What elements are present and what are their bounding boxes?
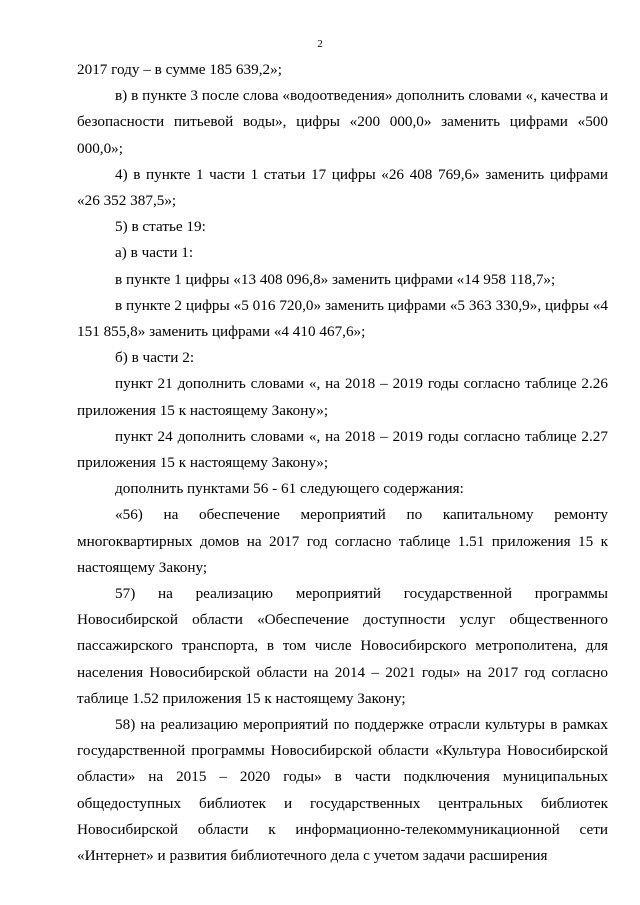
document-body [77, 57, 608, 869]
page-number: 2 [317, 38, 323, 50]
paragraph-subitem-b: б) в части 2: [115, 349, 195, 367]
paragraph-subitem-a: а) в части 1: [115, 244, 194, 262]
paragraph-continuation: 2017 году – в сумме 185 639,2»; [77, 61, 282, 78]
paragraph-point-56: «56) на обеспечение мероприятий по капитальному ремонту многоквартирных домов на 2017 год согласно таблице 1.51 приложения 15 к настоящему Закону; [77, 506, 608, 576]
paragraph-point-24: пункт 24 дополнить словами «, на 2018 – 2019 годы согласно таблице 2.27 приложения 15 к настоящему Закону»; [77, 427, 608, 472]
paragraph-point-58: 58) на реализацию мероприятий по поддержке отрасли культуры в рамках государственной программы Новосибирской области «Культура Новосибирской области» на 2015 – 2020 годы» в части подключения муниципальных общедоступных библиотек и государственных центральных библиотек Новосибирской области к информационно-телекоммуникационной сети «Интернет» и развития библиотечного дела с учетом задачи расширения [77, 716, 608, 865]
paragraph-item-v: в) в пункте 3 после слова «водоотведения» дополнить словами «, качества и безопасности питьевой воды», цифры «200 000,0» заменить цифрами «500 000,0»; [77, 87, 608, 157]
paragraph-point-2: в пункте 2 цифры «5 016 720,0» заменить цифрами «5 363 330,9», цифры «4 151 855,8» заменить цифрами «4 410 467,6»; [77, 296, 608, 341]
paragraph-add-points: дополнить пунктами 56 - 61 следующего содержания: [115, 480, 464, 498]
paragraph-point-57: 57) на реализацию мероприятий государственной программы Новосибирской области «Обеспечение доступности услуг общественного пассажирского транспорта, в том числе Новосибирского метрополитена, для населения Новосибирской области на 2014 – 2021 годы» на 2017 год согласно таблице 1.52 приложения 15 к настоящему Закону; [77, 585, 608, 707]
paragraph-point-1: в пункте 1 цифры «13 408 096,8» заменить цифрами «14 958 118,7»; [115, 270, 556, 288]
paragraph-item-5: 5) в статье 19: [115, 218, 206, 236]
paragraph-point-21: пункт 21 дополнить словами «, на 2018 – 2019 годы согласно таблице 2.26 приложения 15 к настоящему Закону»; [77, 375, 608, 419]
paragraph-item-4: 4) в пункте 1 части 1 статьи 17 цифры «26 408 769,6» заменить цифрами «26 352 387,5»; [77, 165, 608, 210]
